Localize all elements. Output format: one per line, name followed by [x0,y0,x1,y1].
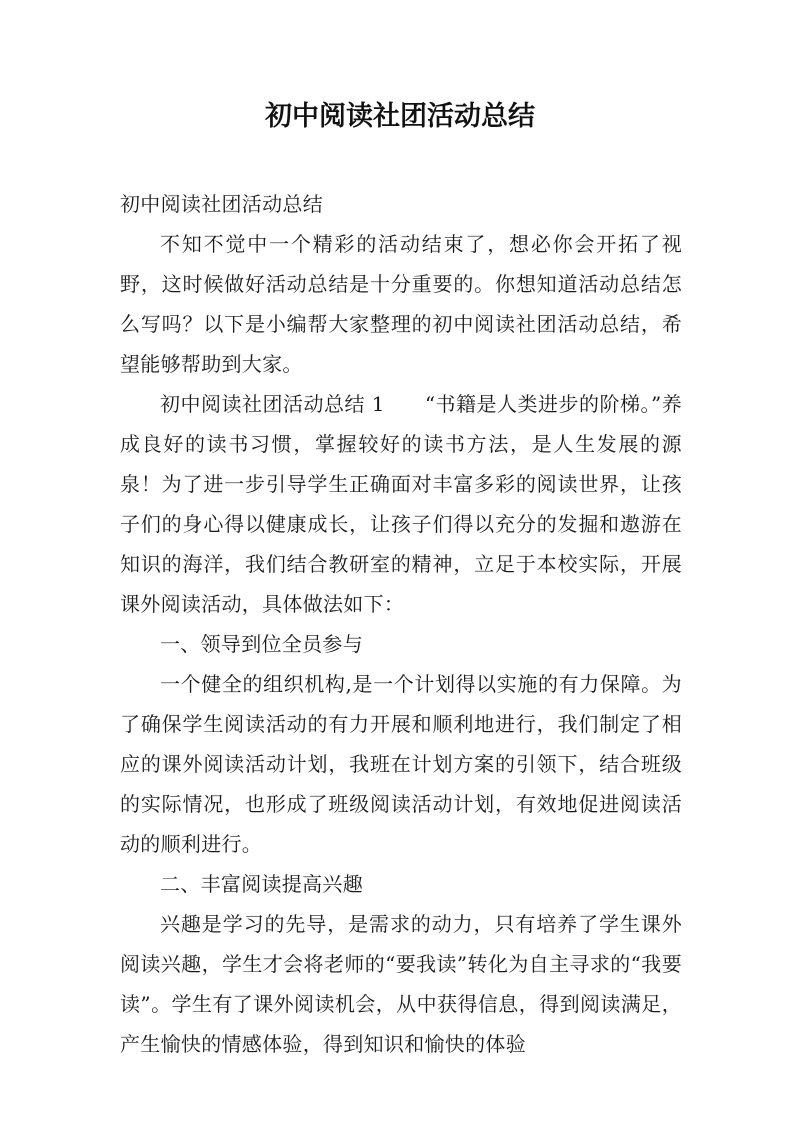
article-lead-paragraph [120,384,682,624]
article-heading: 初中阅读社团活动总结 1 [160,392,385,416]
document-subtitle: 初中阅读社团活动总结 [120,192,323,216]
intro-paragraph: 不知不觉中一个精彩的活动结束了，想必你会开拓了视野，这时候做好活动总结是十分重要的。你想知道活动总结怎么写吗？以下是小编帮大家整理的初中阅读社团活动总结，希望能够帮助到大家。 [120,232,682,376]
section-1-paragraph: 一个健全的组织机构,是一个计划得以实施的有力保障。为了确保学生阅读活动的有力开展和顺利地进行，我们制定了相应的课外阅读活动计划，我班在计划方案的引领下，结合班级的实际情况，也形成了班级阅读活动计划，有效地促进阅读活动的顺利进行。 [120,672,682,856]
document-body [120,184,682,1064]
section-2-paragraph: 兴趣是学习的先导，是需求的动力，只有培养了学生课外阅读兴趣，学生才会将老师的“要我读”转化为自主寻求的“我要读”。学生有了课外阅读机会，从中获得信息，得到阅读满足，产生愉快的情感体验，得到知识和愉快的体验 [120,912,682,1056]
page-title: 初中阅读社团活动总结 [265,101,535,132]
section-1-title: 一、领导到位全员参与 [160,632,363,656]
article-lead-text: “书籍是人类进步的阶梯。”养成良好的读书习惯，掌握较好的读书方法，是人生发展的源泉！为了进一步引导学生正确面对丰富多彩的阅读世界，让孩子们的身心得以健康成长，让孩子们得以充分的发掘和遨游在知识的海洋，我们结合教研室的精神，立足于本校实际，开展课外阅读活动，具体做法如下： [120,392,682,616]
section-2-title: 二、丰富阅读提高兴趣 [160,872,363,896]
